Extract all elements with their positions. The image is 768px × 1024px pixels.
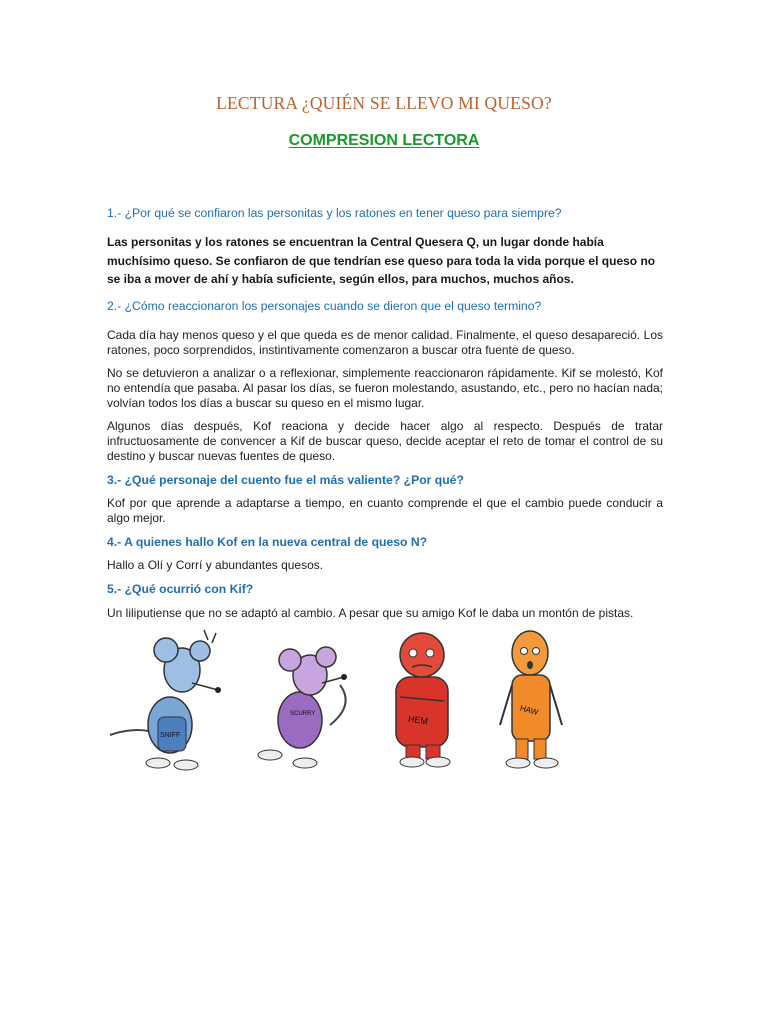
answer-5: Un liliputiense que no se adaptó al cambio. A pesar que su amigo Kof le daba un montón de pistas. [107, 606, 634, 620]
sniff-shirt-label: SNIFF [160, 732, 181, 739]
question-5: 5.- ¿Qué ocurrió con Kif? [107, 582, 254, 596]
answer-2-paragraph-2: No se detuvieron a analizar o a reflexionar, simplemente reaccionaron rápidamente. Kif se molestó, Kof no entendía que pasaba. Al pasar los días, se fueron molestando, asustando, etc., pero no hacían nada; volvían todos los días a buscar su queso en el mismo lugar. [107, 366, 663, 411]
answer-2-paragraph-3: Algunos días después, Kof reaciona y decide hacer algo al respecto. Después de tratar infructuosamente de convencer a Kif de buscar queso, decide aceptar el reto de tomar el control de su destino y buscar nuevas fuentes de queso. [107, 419, 663, 464]
haw-figure [500, 631, 562, 768]
sniff-mouse-figure [110, 630, 221, 770]
characters-illustration [100, 625, 580, 775]
question-1: 1.- ¿Por qué se confiaron las personitas y los ratones en tener queso para siempre? [107, 206, 562, 220]
hem-shirt-label: HEM [407, 713, 429, 727]
scurry-shirt-label: SCURRY [290, 711, 316, 717]
answer-4: Hallo a Olí y Corrí y abundantes quesos. [107, 558, 324, 572]
answer-1: Las personitas y los ratones se encuentran la Central Quesera Q, un lugar donde había muchísimo queso. Se confiaron de que tendrían ese queso para toda la vida porque el queso no se iba a mover de ahí y había suficiente, según ellos, para muchos, muchos años. [107, 235, 656, 287]
page-subtitle: COMPRESION LECTORA [288, 132, 480, 149]
question-3: 3.- ¿Qué personaje del cuento fue el más valiente? ¿Por qué? [107, 473, 464, 487]
haw-shirt-label: HAW [519, 703, 540, 717]
question-4: 4.- A quienes hallo Kof en la nueva central de queso N? [107, 535, 428, 549]
answer-3: Kof por que aprende a adaptarse a tiempo, en cuanto comprende el que el cambio puede conducir a algo mejor. [107, 496, 663, 526]
hem-figure [396, 633, 450, 767]
question-2: 2.- ¿Cómo reaccionaron los personajes cuando se dieron que el queso termino? [107, 299, 542, 313]
scurry-mouse-figure [258, 647, 347, 768]
page-title: LECTURA ¿QUIÉN SE LLEVO MI QUESO? [216, 93, 552, 113]
answer-2-paragraph-1: Cada día hay menos queso y el que queda es de menor calidad. Finalmente, el queso desapareció. Los ratones, poco sorprendidos, instintivamente comenzaron a buscar otra fuente de queso. [107, 328, 663, 358]
